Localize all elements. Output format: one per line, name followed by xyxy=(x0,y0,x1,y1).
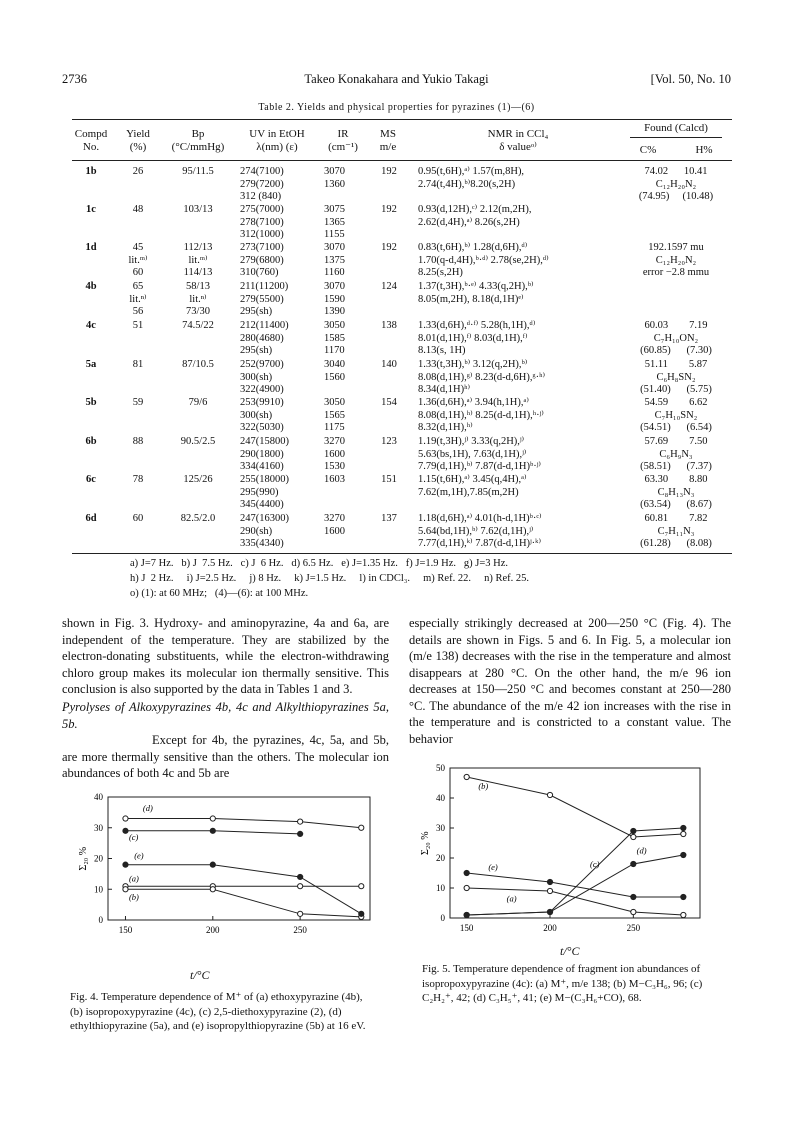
cell-ir: 3040 1560 xyxy=(324,359,345,383)
y-tick-label: 40 xyxy=(94,792,103,802)
cell-compd: 4c xyxy=(86,320,96,331)
cell-uv: 255(18000) 295(990) 345(4400) xyxy=(240,474,289,510)
fig5-caption: Fig. 5. Temperature dependence of fragment ion abundances of isopropoxypyrazine (4c): (a) M⁺, m/e 138; (b) M−C₃H₆, 96; (c) C₂H₂⁺, 42; (d) C₃H₅⁺, 41; (e) M−(C₃H₆+CO), 68. xyxy=(422,963,703,1004)
table-title: Table 2. Yields and physical properties for pyrazines (1)—(6) xyxy=(258,102,535,113)
cell-nmr: 0.95(t,6H),ᵃ⁾ 1.57(m,8H), 2.74(t,4H),ᵇ⁾8.20(s,2H) xyxy=(418,166,525,190)
section-heading: Pyrolyses of Alkoxypyrazines 4b, 4c and Alkylthiopyrazines 5a, 5b. xyxy=(62,700,389,731)
cell-uv: 211(11200) 279(5500) 295(sh) xyxy=(240,281,289,317)
cell-ir: 3070 1360 xyxy=(324,166,345,190)
cell-uv: 247(16300) 290(sh) 335(4340) xyxy=(240,513,289,549)
cell-bp: 87/10.5 xyxy=(182,359,214,370)
th-ms: MS m/e xyxy=(379,128,397,153)
cell-compd: 6d xyxy=(85,513,97,524)
fig5-xlabel: t/°C xyxy=(560,944,580,958)
cell-nmr: 1.33(t,3H),ᵇ⁾ 3.12(q,2H),ᵇ⁾ 8.08(d,1H),ᵍ⁾ 8.23(d-d,6H),ᵍ·ʰ⁾ 8.34(d,1H)ʰ⁾ xyxy=(418,359,546,395)
cell-nmr: 0.93(d,12H),ᶜ⁾ 2.12(m,2H), 2.62(d,4H),ᵃ⁾ 8.26(s,2H) xyxy=(418,204,532,228)
cell-bp: 58/13 lit.ⁿ⁾ 73/30 xyxy=(186,281,210,317)
cell-yield: 88 xyxy=(132,436,144,447)
data-point xyxy=(210,816,215,821)
cell-nmr: 1.18(d,6H),ᵃ⁾ 4.01(h-d,1H)ᵇ·ᶜ⁾ 5.64(bd,1H),ᵇ⁾ 7.62(d,1H),ʲ⁾ 7.77(d,1H),ᵏ⁾ 7.87(d-d,1H)ʲ·ᵏ⁾ xyxy=(418,513,542,549)
series-label: (c) xyxy=(128,832,139,843)
x-tick-label: 150 xyxy=(459,923,474,933)
data-point xyxy=(298,819,303,824)
cell-nmr: 1.15(t,6H),ᵃ⁾ 3.45(q,4H),ᵃ⁾ 7.62(m,1H),7.85(m,2H) xyxy=(418,474,527,498)
series-line xyxy=(467,873,684,897)
cell-ir: 3270 1600 1530 xyxy=(324,436,345,472)
cell-ms: 192 xyxy=(381,204,397,215)
y-tick-label: 40 xyxy=(436,793,445,803)
series-line xyxy=(467,777,684,837)
data-point xyxy=(631,828,636,833)
series-label: (d) xyxy=(636,845,647,856)
x-tick-label: 150 xyxy=(118,925,133,935)
y-tick-label: 50 xyxy=(436,763,445,773)
data-point xyxy=(298,831,303,836)
cell-yield: 60 xyxy=(132,513,144,524)
cell-ms: 137 xyxy=(381,513,397,524)
cell-yield: 78 xyxy=(132,474,144,485)
th-bp: Bp (°C/mmHg) xyxy=(171,128,225,153)
data-point xyxy=(547,879,552,884)
y-tick-label: 10 xyxy=(94,884,103,895)
cell-ms: 192 xyxy=(381,242,397,253)
y-tick-label: 20 xyxy=(436,853,445,863)
cell-yield: 65 lit.ⁿ⁾ 56 xyxy=(129,281,147,317)
cell-found: 60.81 7.82 C₇H₁₁N₃ (61.28) (8.08) xyxy=(640,513,712,549)
cell-uv: 273(7100) 279(6800) 310(760) xyxy=(240,242,284,278)
th-uv: UV in EtOH λ(nm) (ε) xyxy=(249,128,305,153)
series-line xyxy=(467,888,684,915)
fig5-chart xyxy=(408,752,708,954)
cell-ir: 3050 1585 1170 xyxy=(324,320,345,356)
cell-yield: 48 xyxy=(132,204,144,215)
cell-compd: 1d xyxy=(85,242,97,253)
y-tick-label: 30 xyxy=(436,823,445,833)
series-label: (a) xyxy=(506,893,517,904)
cell-ms: 151 xyxy=(381,474,397,485)
plot-frame xyxy=(108,797,370,920)
table-footnote: h) J 2 Hz. i) J=2.5 Hz. j) 8 Hz. k) J=1.5 Hz. l) in CDCl₃. m) Ref. 22. n) Ref. 25. xyxy=(130,573,529,584)
data-point xyxy=(547,909,552,914)
series-line xyxy=(126,889,362,917)
cell-ir: 1603 xyxy=(324,474,345,485)
cell-found: 63.30 8.80 C₈H₁₃N₃ (63.54) (8.67) xyxy=(640,474,712,510)
x-tick-label: 200 xyxy=(543,923,557,933)
y-tick-label: 0 xyxy=(98,915,103,925)
cell-yield: 51 xyxy=(132,320,144,331)
cell-uv: 252(9700) 300(sh) 322(4900) xyxy=(240,359,284,395)
series-label: (a) xyxy=(128,873,139,884)
data-point xyxy=(681,894,686,899)
y-tick-label: 30 xyxy=(94,822,103,833)
data-point xyxy=(464,870,469,875)
th-h-pct: H% xyxy=(695,144,713,156)
x-tick-label: 250 xyxy=(626,923,641,933)
cell-nmr: 1.36(d,6H),ᵃ⁾ 3.94(h,1H),ᵃ⁾ 8.08(d,1H),ʰ⁾ 8.25(d-d,1H),ʰ·ʲ⁾ 8.32(d,1H),ʰ⁾ xyxy=(418,397,544,433)
data-point xyxy=(123,887,128,892)
data-point xyxy=(210,828,215,833)
table-footnote: a) J=7 Hz. b) J 7.5 Hz. c) J 6 Hz. d) 6.5 Hz. e) J=1.35 Hz. f) J=1.9 Hz. g) J=3 Hz. xyxy=(130,558,508,569)
data-point xyxy=(298,884,303,889)
series-label: (e) xyxy=(134,850,144,861)
table-footnote: o) (1): at 60 MHz; (4)—(6): at 100 MHz. xyxy=(130,588,309,599)
cell-uv: 275(7000) 278(7100) 312(1000) xyxy=(240,204,284,240)
cell-found: 57.69 7.50 C₆H₉N₃ (58.51) (7.37) xyxy=(640,436,712,472)
cell-ms: 154 xyxy=(381,397,397,408)
cell-ms: 123 xyxy=(381,436,397,447)
data-point xyxy=(464,774,469,779)
cell-bp: 95/11.5 xyxy=(182,166,214,177)
page-number: 2736 xyxy=(62,72,87,86)
data-point xyxy=(210,862,215,867)
x-tick-label: 250 xyxy=(293,925,307,935)
cell-found: 192.1597 mu C₁₂H₂₀N₂ error −2.8 mmu xyxy=(642,242,710,278)
data-point xyxy=(210,887,215,892)
table-header-rule xyxy=(72,160,732,161)
cell-ir: 3050 1565 1175 xyxy=(324,397,345,433)
cell-ir: 3270 1600 xyxy=(324,513,345,537)
cell-compd: 1b xyxy=(85,166,97,177)
cell-compd: 5a xyxy=(85,359,97,370)
y-tick-label: 10 xyxy=(436,883,445,893)
y-tick-label: 20 xyxy=(94,853,103,864)
data-point xyxy=(123,816,128,821)
x-tick-label: 200 xyxy=(206,925,220,935)
cell-found: 60.03 7.19 C₇H₁₀ON₂ (60.85) (7.30) xyxy=(640,320,712,356)
data-point xyxy=(298,911,303,916)
data-point xyxy=(547,792,552,797)
th-found: Found (Calcd) xyxy=(644,122,708,134)
data-point xyxy=(464,912,469,917)
data-point xyxy=(123,828,128,833)
data-point xyxy=(464,885,469,890)
fig4-chart xyxy=(70,775,380,967)
table-top-rule xyxy=(72,119,732,120)
series-label: (d) xyxy=(142,802,153,813)
volume-info: [Vol. 50, No. 10 xyxy=(650,72,731,86)
data-point xyxy=(681,912,686,917)
table-bottom-rule xyxy=(72,553,732,554)
th-ir: IR (cm⁻¹) xyxy=(328,128,358,153)
series-line xyxy=(467,828,684,915)
cell-compd: 6c xyxy=(86,474,96,485)
data-point xyxy=(631,834,636,839)
series-label: (b) xyxy=(128,892,139,903)
y-tick-label: 0 xyxy=(440,913,445,923)
body-left-paragraph: shown in Fig. 3. Hydroxy- and aminopyrazine, 4a and 6a, are independent of the temperature. They are stabilized by the electron-donating substituents, while the electron-withdrawing chloro group makes its molecular ion thermally sensitive. This conclusion is also supported by the data in Tables 1 and 3. xyxy=(62,616,389,696)
cell-ir: 3070 1590 1390 xyxy=(324,281,345,317)
cell-bp: 74.5/22 xyxy=(182,320,214,331)
cell-bp: 90.5/2.5 xyxy=(180,436,216,447)
cell-nmr: 1.19(t,3H),ʲ⁾ 3.33(q,2H),ʲ⁾ 5.63(bs,1H), 7.63(d,1H),ʲ⁾ 7.79(d,1H),ᵇ⁾ 7.87(d-d,1H)ᵇ·ʲ⁾ xyxy=(418,436,541,472)
body-right-paragraph: especially strikingly decreased at 200—250 °C (Fig. 4). The details are shown in Figs. 5 and 6. In Fig. 5, a molecular ion (m/e 138) decreases with the rise in the temperature and almost disappears at 280 °C. On the other hand, the m/e 96 ion decreases at 150—250 °C and becomes constant at 250—280 °C. The abundance of the m/e 42 ion increases with the rise in the temperature and is constricted to a constant value. The behavior xyxy=(409,616,731,746)
fig4-caption: Fig. 4. Temperature dependence of M⁺ of (a) ethoxypyrazine (4b), (b) isopropoxypyrazine (4c), (c) 2,5-diethoxypyrazine (2), (d) ethylthiopyrazine (5a), and (e) isopropylthiopyrazine (5b) at 16 eV. xyxy=(70,991,366,1032)
cell-uv: 247(15800) 290(1800) 334(4160) xyxy=(240,436,289,472)
cell-uv: 212(11400) 280(4680) 295(sh) xyxy=(240,320,289,356)
running-authors: Takeo Konakahara and Yukio Takagi xyxy=(304,72,489,86)
data-point xyxy=(359,825,364,830)
series-line xyxy=(467,855,684,915)
body-left-paragraph-2: Except for 4b, the pyrazines, 4c, 5a, and 5b, are more thermally sensitive than the others. The molecular ion abundances of both 4c and 5b are xyxy=(62,733,389,780)
cell-found: 51.11 5.87 C₆H₈SN₂ (51.40) (5.75) xyxy=(640,359,712,395)
data-point xyxy=(681,825,686,830)
fig4-xlabel: t/°C xyxy=(190,968,210,982)
cell-bp: 112/13 lit.ᵐ⁾ 114/13 xyxy=(183,242,213,278)
cell-yield: 59 xyxy=(132,397,144,408)
cell-bp: 103/13 xyxy=(183,204,213,215)
data-point xyxy=(631,861,636,866)
th-yield: Yield (%) xyxy=(126,128,150,153)
cell-compd: 1c xyxy=(86,204,96,215)
cell-found: 54.59 6.62 C₇H₁₀SN₂ (54.51) (6.54) xyxy=(640,397,712,433)
cell-yield: 26 xyxy=(132,166,144,177)
y-axis-label: Σ₂₀ % xyxy=(420,831,431,855)
data-point xyxy=(631,909,636,914)
cell-ir: 3075 1365 1155 xyxy=(324,204,345,240)
cell-bp: 82.5/2.0 xyxy=(180,513,216,524)
data-point xyxy=(631,894,636,899)
data-point xyxy=(359,911,364,916)
cell-yield: 45 lit.ᵐ⁾ 60 xyxy=(128,242,148,278)
series-line xyxy=(126,819,362,828)
cell-ms: 138 xyxy=(381,320,397,331)
cell-nmr: 1.33(d,6H),ᵈ·ᶠ⁾ 5.28(h,1H),ᵈ⁾ 8.01(d,1H),ᶠ⁾ 8.03(d,1H),ᶠ⁾ 8.13(s, 1H) xyxy=(418,320,536,356)
cell-ms: 140 xyxy=(381,359,397,370)
data-point xyxy=(547,888,552,893)
series-label: (b) xyxy=(478,781,489,791)
cell-compd: 5b xyxy=(85,397,97,408)
cell-found: 74.02 10.41 C₁₂H₂₀N₂ (74.95) (10.48) xyxy=(638,166,714,202)
cell-bp: 125/26 xyxy=(183,474,213,485)
data-point xyxy=(681,852,686,857)
y-axis-label: Σ₂₀ % xyxy=(78,846,89,871)
cell-compd: 6b xyxy=(85,436,97,447)
th-found-rule xyxy=(630,137,722,138)
cell-bp: 79/6 xyxy=(188,397,208,408)
data-point xyxy=(359,884,364,889)
data-point xyxy=(123,862,128,867)
cell-ir: 3070 1375 1160 xyxy=(324,242,345,278)
data-point xyxy=(681,831,686,836)
th-nmr: NMR in CCl₄ δ valueᵒ⁾ xyxy=(487,128,549,153)
cell-ms: 124 xyxy=(381,281,397,292)
th-compd: Compd No. xyxy=(74,128,108,153)
cell-nmr: 0.83(t,6H),ᵇ⁾ 1.28(d,6H),ᵈ⁾ 1.70(q-d,4H),ᵇ·ᵈ⁾ 2.78(se,2H),ᵈ⁾ 8.25(s,2H) xyxy=(418,242,549,278)
series-label: (e) xyxy=(488,862,498,872)
cell-yield: 81 xyxy=(132,359,144,370)
cell-compd: 4b xyxy=(85,281,97,292)
cell-uv: 253(9910) 300(sh) 322(5030) xyxy=(240,397,284,433)
th-c-pct: C% xyxy=(639,144,657,156)
cell-ms: 192 xyxy=(381,166,397,177)
cell-nmr: 1.37(t,3H),ᵇ·ᵉ⁾ 4.33(q,2H),ᵇ⁾ 8.05(m,2H), 8.18(d,1H)ᵉ⁾ xyxy=(418,281,534,305)
cell-uv: 274(7100) 279(7200) 312 (840) xyxy=(240,166,284,202)
data-point xyxy=(298,874,303,879)
series-label: (c) xyxy=(590,859,600,869)
